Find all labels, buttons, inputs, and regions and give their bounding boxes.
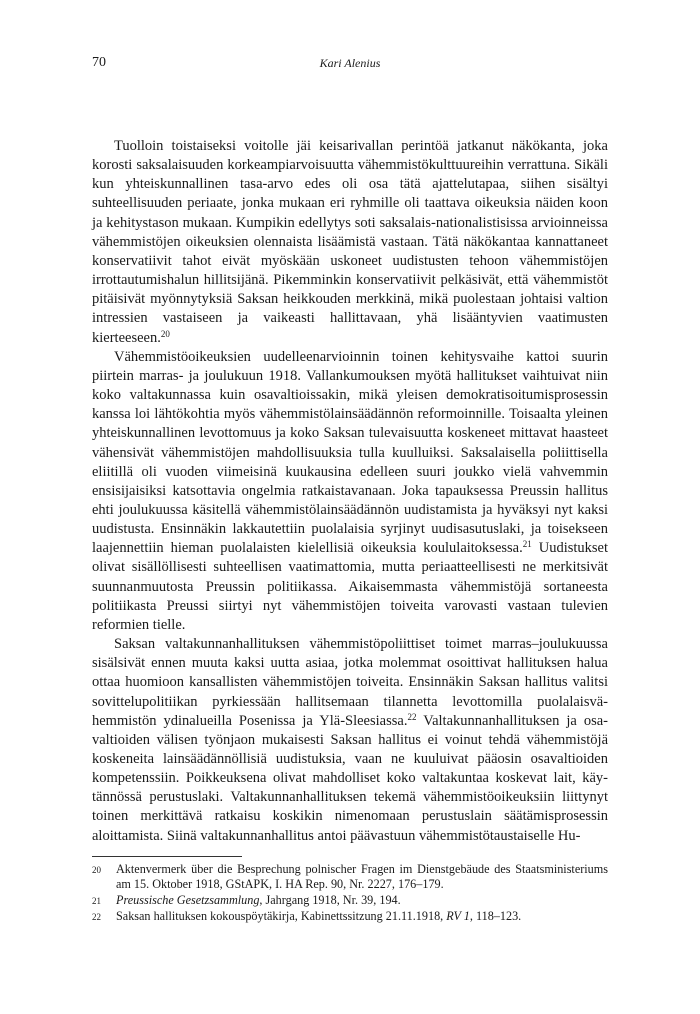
footnote-number: 21 [92,895,101,906]
running-head: Kari Alenius [319,56,381,70]
footnote-ref-22[interactable]: 22 [407,711,417,722]
footnote-pages: , 118–123. [469,908,522,923]
paragraph-1 [92,137,608,348]
footnote-21 [92,893,608,909]
footnote-number: 22 [92,911,101,922]
footnote-ref-20[interactable]: 20 [160,328,170,339]
paragraph-3 [92,635,608,846]
footnote-text [116,909,608,925]
footnote-number: 20 [92,865,101,875]
footnote-ref-21[interactable]: 21 [522,539,532,550]
footnote-22 [92,909,608,925]
page-number: 70 [92,55,106,70]
footnote-citation: Saksan hallituksen kokouspöytäkirja, Kabinettssitzung 21.11.1918, [116,908,447,923]
footnote-20 [92,862,608,893]
footnote-text: Aktenvermerk über die Besprechung polnischer Fragen im Dienstgebäude des Staatsministeriums am 15. Oktober 1918, GStAPK, I. HA Rep. 90, Nr. 2227, 176–179. [116,862,608,892]
paragraph-text: Vähemmistöoikeuksien uudelleenarvioinnin toinen kehitysvaihe kattoi suurin piirtein marras- ja joulukuun 1918. Vallankumouksen myötä hallitukset vaihtuivat niin koko valtakunnassa kuin osavaltioissakin, mikä yleisen demokratisoitumisprosessin kanssa loi lähtökohtia myös vähemmistölainsäädännön reformoinnille. Toisaalta yleinen yhteiskunnallinen levottomuus ja koko Saksan tulevaisuutta koskeneet mittavat haasteet vähensivät vähemmistöjen mahdollisuuksia tulla kuulluiksi. Saksalaisella poliittisella eliitillä oli vuoden viimeisinä kuukausina edelleen suuri joukko vielä vahvemmin ensisijaisiksi katsottavia ongelmia ratkaistavanaan. Joka tapauksessa Preussin hallitus ehti joulukuussa käsitellä vähemmistölainsäädännön uudistamista ja hyväksyi nyt kaksi uudistusta. Ensinnäkin lakkautettiin puolalaisia syrjinyt uudisasutuslaki, ja toisekseen laajennettiin hieman puolalaisten kielellisiä oikeuksia koululaitoksessa. [92,348,608,557]
body-text [92,137,608,846]
paragraph-text: Saksan valtakunnanhallituksen vähemmistöpoliittiset toimet marras–joulukuussa sisälsivät ennen muuta kaksi uutta asiaa, jotka molemmat osoittivat hallituksen halua ottaa huomioon kansallisten vähemmistöjen toiveita. Ensinnäkin Saksan hallitus valitsi sovittelupolitiikan pyrkiessään hallitsemaan tilannetta levottomilla puolalaisvähemmistön ydinalueilla Posenissa ja Ylä-Sleesiassa. [92,636,608,729]
paragraph-text-continued: Valtakunnanhallituksen ja osavaltioiden välisen työnjaon mukaisesti Saksan hallitus ei voinut tehdä vähemmistöjä koskeneita lainsäädännöllisiä uudistuksia, vaan ne kuuluivat pääosin osavaltioiden kompetenssiin. Poikkeuksena olivat mahdolliset koko valtakuntaa koskevat lait, käytännössä perustuslaki. Valtakunnanhallituksen tekemä vähemmistöoikeuksiin liittynyt toinen merkittävä ratkaisu koskikin nimenomaan perustuslain säätämisprosessin aloittamista. Siinä valtakunnanhallitus antoi päävastuun vähemmistötaustaiselle Hu- [92,712,608,844]
footnote-source-title: Preussische Gesetzsammlung [116,892,260,907]
footnote-citation: , Jahrgang 1918, Nr. 39, 194. [259,892,401,907]
paragraph-2 [92,348,608,635]
footnote-divider [92,856,242,857]
footnotes [92,862,608,925]
paragraph-text-continued: Uudistukset olivat sisällöllisesti suhteellisen vaatimattomia, mutta periaatteellisesti ne merkitsivät suunnanmuutosta Preussin politiikassa. Aikaisemmasta vähemmistöjä sortaneesta politiikasta Preussi siirtyi nyt vähemmistöjen toiveita varovasti vastaan tulevien reformien tielle. [92,540,609,633]
footnote-source-title: RV 1 [446,908,470,923]
paragraph-text: Tuolloin toistaiseksi voitolle jäi keisarivallan perintöä jatkanut näkökanta, joka korosti saksalaisuuden korkeampiarvoisuutta vähemmistökulttuureihin verrattuna. Sikäli kun yhteiskunnallinen tasa-arvo edes oli osa tätä ajattelutapaa, siihen sisältyi suhteellisuuden periaate, jonka mukaan eri ryhmille oli taattava oikeuksia näiden koon ja kehitystason mukaan. Kumpikin edellytys soti saksalais-nationalistisissa arvioinneissa vähemmistöjen oikeuksien olennaista lisäämistä vastaan. Tätä näkökantaa kannattaneet konservatiivit tahot eivät myöskään uskoneet uudistusten tehoon vähemmistöjen irrottautumishalun hillitsijänä. Pikemminkin konservatiivit pelkäsivät, että vähemmistöt pitäisivät myönnytyksiä Saksan heikkouden merkkinä, mikä puolestaan johtaisi valtion intressien vastaiseen ja vaikeasti hallittavaan, yhä lisääntyvien vaatimusten kierteeseen. [92,138,608,346]
footnote-text [116,893,608,909]
